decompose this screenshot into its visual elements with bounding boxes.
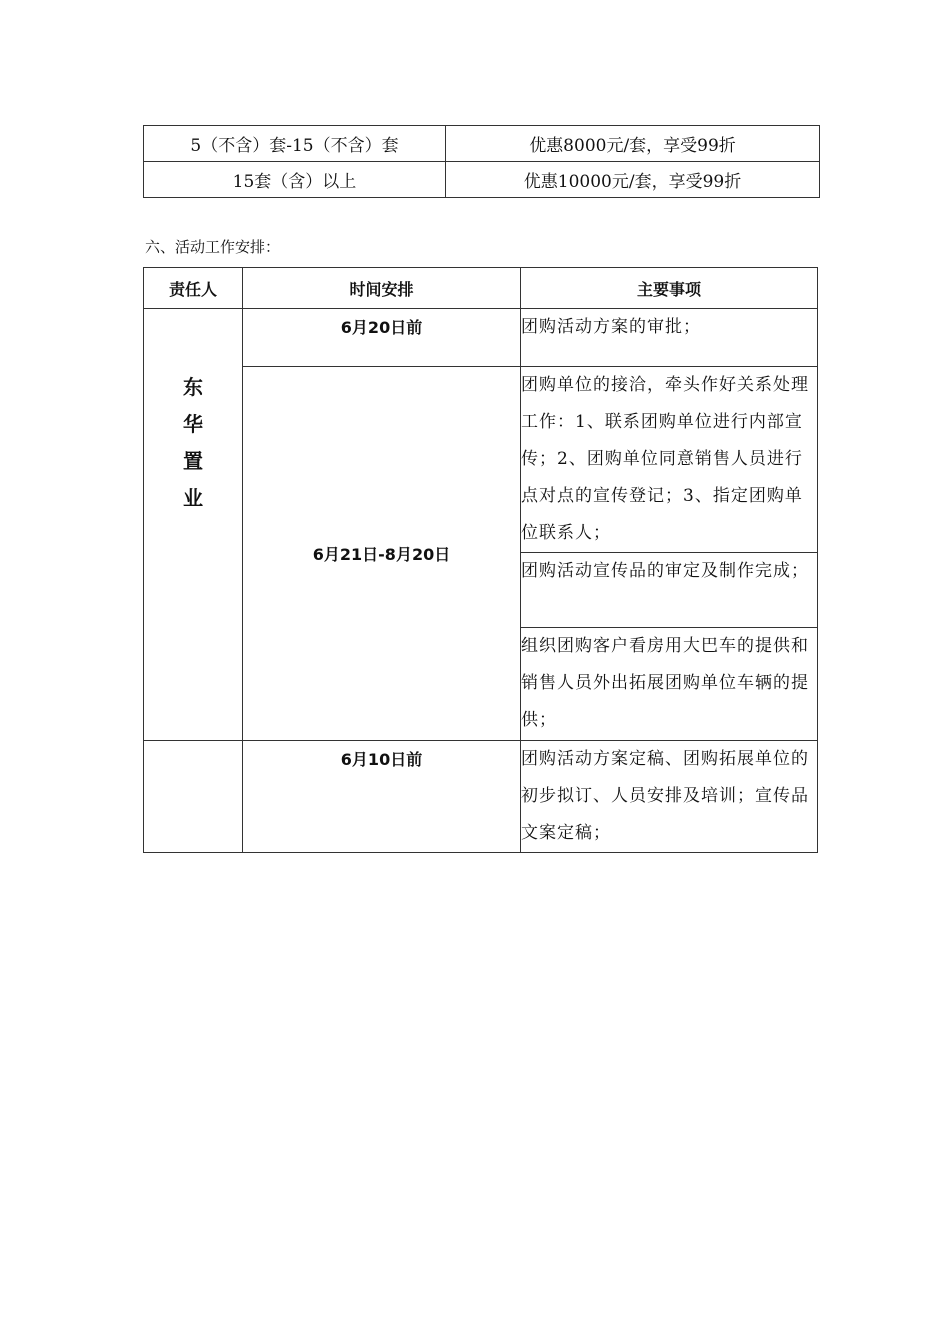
table-header-row (144, 268, 818, 309)
discount-offer-cell: 优惠10000元/套，享受99折 (446, 162, 820, 198)
table-row (144, 126, 820, 162)
discount-table (143, 125, 820, 198)
responsible-person: 东华置业 (183, 375, 203, 510)
table-row (144, 367, 818, 553)
task-cell: 团购活动宣传品的审定及制作完成； (521, 553, 818, 628)
responsible-person-cell (144, 309, 243, 741)
time-cell: 6月20日前 (243, 309, 521, 367)
task-cell: 团购活动方案定稿、团购拓展单位的初步拟订、人员安排及培训；宣传品文案定稿； (521, 741, 818, 853)
section-title: 六、活动工作安排： (145, 238, 281, 256)
table-row (144, 309, 818, 367)
task-cell: 团购活动方案的审批； (521, 309, 818, 367)
responsible-person-cell (144, 741, 243, 853)
task-cell: 团购单位的接洽，牵头作好关系处理工作：1、联系团购单位进行内部宣传；2、团购单位同意销售人员进行点对点的宣传登记；3、指定团购单位联系人； (521, 367, 818, 553)
table-row (144, 162, 820, 198)
time-cell: 6月10日前 (243, 741, 521, 853)
discount-range-cell: 15套（含）以上 (144, 162, 446, 198)
time-cell: 6月21日-8月20日 (243, 367, 521, 741)
discount-offer-cell: 优惠8000元/套，享受99折 (446, 126, 820, 162)
discount-range-cell: 5（不含）套-15（不含）套 (144, 126, 446, 162)
header-person: 责任人 (144, 268, 243, 309)
table-row (144, 741, 818, 853)
task-cell: 组织团购客户看房用大巴车的提供和销售人员外出拓展团购单位车辆的提供； (521, 628, 818, 741)
schedule-table (143, 267, 818, 853)
header-time: 时间安排 (243, 268, 521, 309)
header-items: 主要事项 (521, 268, 818, 309)
